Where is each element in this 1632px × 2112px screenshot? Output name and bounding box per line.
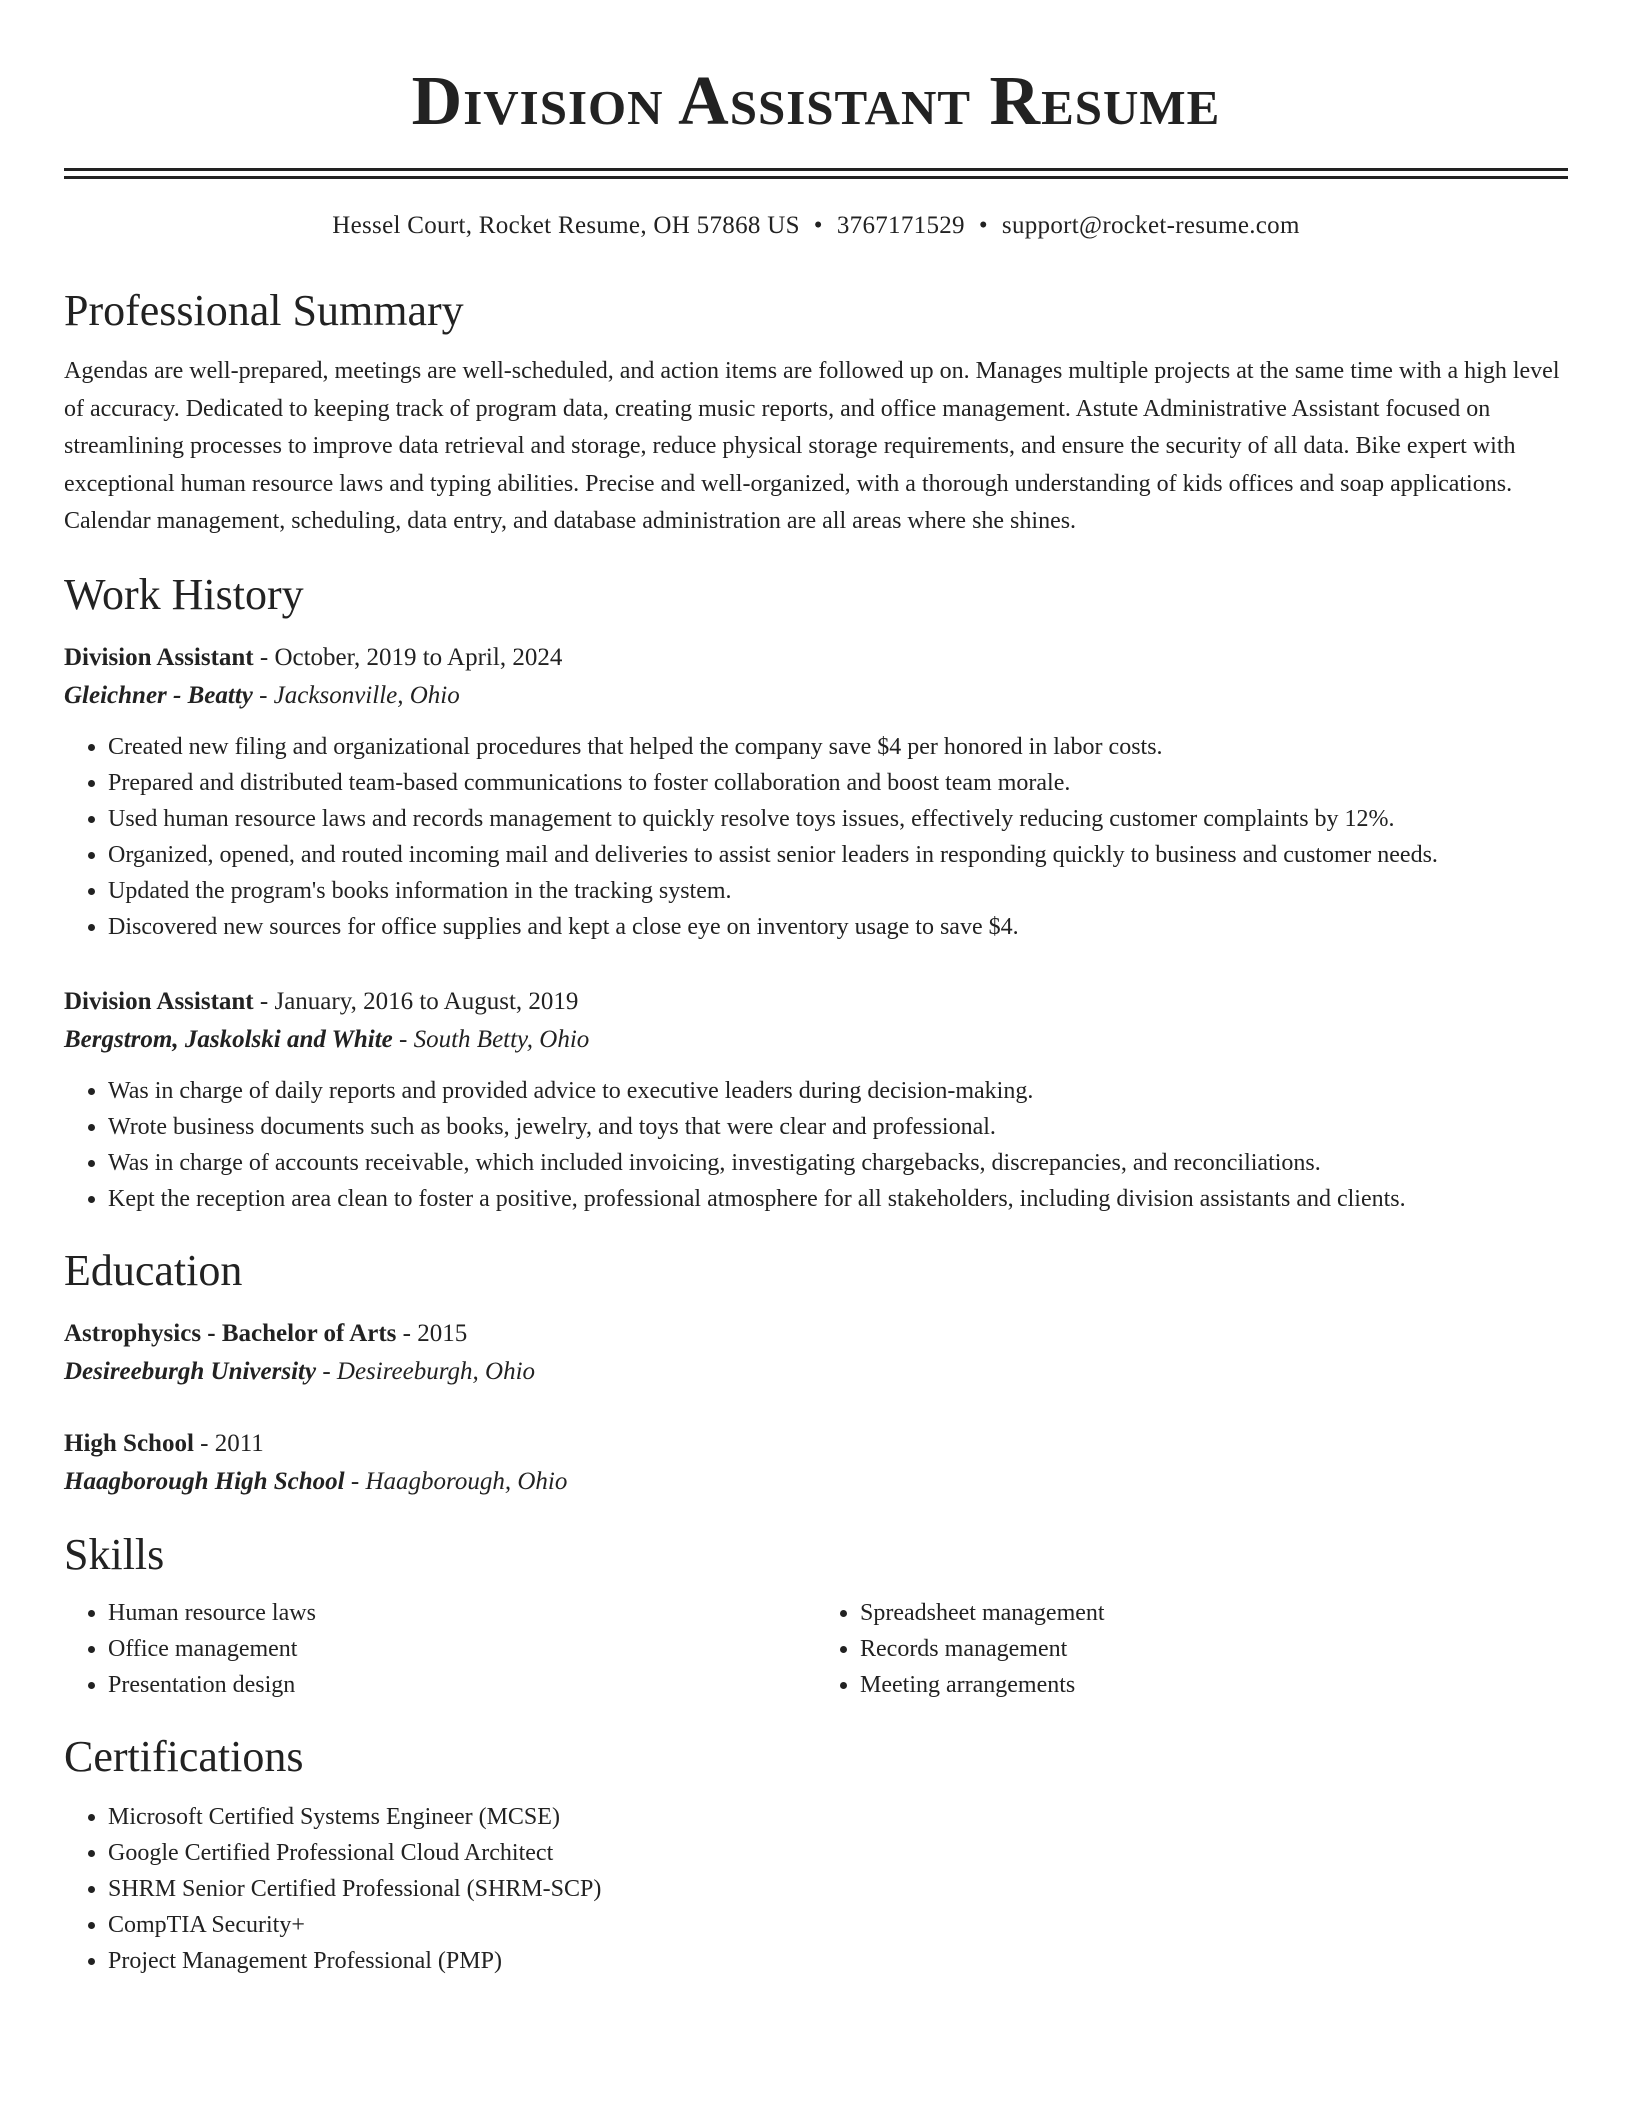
job-bullets xyxy=(64,1073,1568,1217)
certifications-heading: Certifications xyxy=(64,1731,304,1781)
school-location: - Desireeburgh, Ohio xyxy=(316,1357,536,1385)
education-section xyxy=(64,1243,1568,1501)
contact-phone: 3767171529 xyxy=(836,212,965,239)
contact-email: support@rocket-resume.com xyxy=(1001,212,1300,239)
job-entry xyxy=(64,983,1568,1217)
job-dates: - January, 2016 to August, 2019 xyxy=(253,987,579,1015)
list-item: • Microsoft Certified Systems Engineer (MCSE) xyxy=(108,1799,1568,1835)
job-entry xyxy=(64,639,1568,945)
degree-name: Astrophysics - Bachelor of Arts xyxy=(64,1319,397,1347)
list-item: • Human resource laws xyxy=(108,1595,816,1631)
list-item: • Office management xyxy=(108,1631,816,1667)
list-item: • Project Management Professional (PMP) xyxy=(108,1943,1568,1979)
list-item: • Google Certified Professional Cloud Architect xyxy=(108,1835,1568,1871)
skills-section xyxy=(64,1527,1568,1703)
list-item: • Organized, opened, and routed incoming mail and deliveries to assist senior leaders in responding quickly to business and customer needs. xyxy=(108,837,1568,873)
job-title-line xyxy=(64,639,1568,677)
contact-line xyxy=(64,209,1568,243)
school-name: Haagborough High School xyxy=(64,1467,345,1495)
education-entry xyxy=(64,1425,1568,1501)
degree-name: High School xyxy=(64,1429,194,1457)
list-item: • Updated the program's books information in the tracking system. xyxy=(108,873,1568,909)
title-divider xyxy=(64,168,1568,179)
job-title-line xyxy=(64,983,1568,1021)
job-title: Division Assistant xyxy=(64,643,254,671)
summary-text: Agendas are well-prepared, meetings are well-scheduled, and action items are followed up on. Manages multiple projects at the same time with a high level of accuracy. Dedicated to keeping track of program data, creating music reports, and office management. Astute Administrative Assistant focused on streamlining processes to improve data retrieval and storage, reduce physical storage requirements, and ensure the security of all data. Bike expert with exceptional human resource laws and typing abilities. Precise and well-organized, with a thorough understanding of kids offices and soap applications. Calendar management, scheduling, data entry, and database administration are all areas where she shines. xyxy=(64,358,1560,534)
list-item: • Presentation design xyxy=(108,1667,816,1703)
list-item: • Records management xyxy=(860,1631,1568,1667)
education-entry xyxy=(64,1315,1568,1391)
education-heading: Education xyxy=(64,1245,243,1295)
list-item: • Spreadsheet management xyxy=(860,1595,1568,1631)
degree-line xyxy=(64,1425,1568,1463)
job-bullets xyxy=(64,729,1568,945)
list-item: • Used human resource laws and records management to quickly resolve toys issues, effectively reducing customer complaints by 12%. xyxy=(108,801,1568,837)
list-item: • Wrote business documents such as books, jewelry, and toys that were clear and professional. xyxy=(108,1109,1568,1145)
job-title: Division Assistant xyxy=(64,987,254,1015)
list-item: • CompTIA Security+ xyxy=(108,1907,1568,1943)
list-item: • Discovered new sources for office supplies and kept a close eye on inventory usage to save $4. xyxy=(108,909,1568,945)
skills-left-list xyxy=(64,1595,816,1703)
school-name: Desireeburgh University xyxy=(64,1357,317,1385)
skills-heading: Skills xyxy=(64,1529,165,1579)
work-history-section xyxy=(64,567,1568,1217)
list-item: • Prepared and distributed team-based communications to foster collaboration and boost team morale. xyxy=(108,765,1568,801)
degree-year: - 2011 xyxy=(193,1429,264,1457)
list-item: • Created new filing and organizational procedures that helped the company save $4 per honored in labor costs. xyxy=(108,729,1568,765)
job-company: Bergstrom, Jaskolski and White xyxy=(64,1025,393,1053)
job-company-line xyxy=(64,677,1568,715)
resume-title: Division Assistant Resume xyxy=(411,63,1221,140)
job-dates: - October, 2019 to April, 2024 xyxy=(253,643,563,671)
list-item: • SHRM Senior Certified Professional (SHRM-SCP) xyxy=(108,1871,1568,1907)
summary-section xyxy=(64,283,1568,541)
list-item: • Was in charge of accounts receivable, which included invoicing, investigating chargebacks, discrepancies, and reconciliations. xyxy=(108,1145,1568,1181)
skills-grid xyxy=(64,1595,1568,1703)
job-location: - South Betty, Ohio xyxy=(392,1025,590,1053)
list-item: • Kept the reception area clean to foster a positive, professional atmosphere for all stakeholders, including division assistants and clients. xyxy=(108,1181,1568,1217)
list-item: • Was in charge of daily reports and provided advice to executive leaders during decision-making. xyxy=(108,1073,1568,1109)
job-location: - Jacksonville, Ohio xyxy=(252,681,460,709)
degree-year: - 2015 xyxy=(396,1319,468,1347)
school-line xyxy=(64,1353,1568,1391)
work-history-heading: Work History xyxy=(64,569,304,619)
certifications-list xyxy=(64,1799,1568,1979)
contact-address: Hessel Court, Rocket Resume, OH 57868 US xyxy=(332,212,800,239)
degree-line xyxy=(64,1315,1568,1353)
summary-heading: Professional Summary xyxy=(64,286,464,335)
contact-separator: • xyxy=(978,212,988,239)
contact-separator: • xyxy=(813,212,823,239)
skills-right-list xyxy=(816,1595,1568,1703)
certifications-section xyxy=(64,1729,1568,1979)
list-item: • Meeting arrangements xyxy=(860,1667,1568,1703)
school-location: - Haagborough, Ohio xyxy=(344,1467,568,1495)
school-line xyxy=(64,1463,1568,1501)
job-company-line xyxy=(64,1021,1568,1059)
job-company: Gleichner - Beatty xyxy=(64,681,253,709)
